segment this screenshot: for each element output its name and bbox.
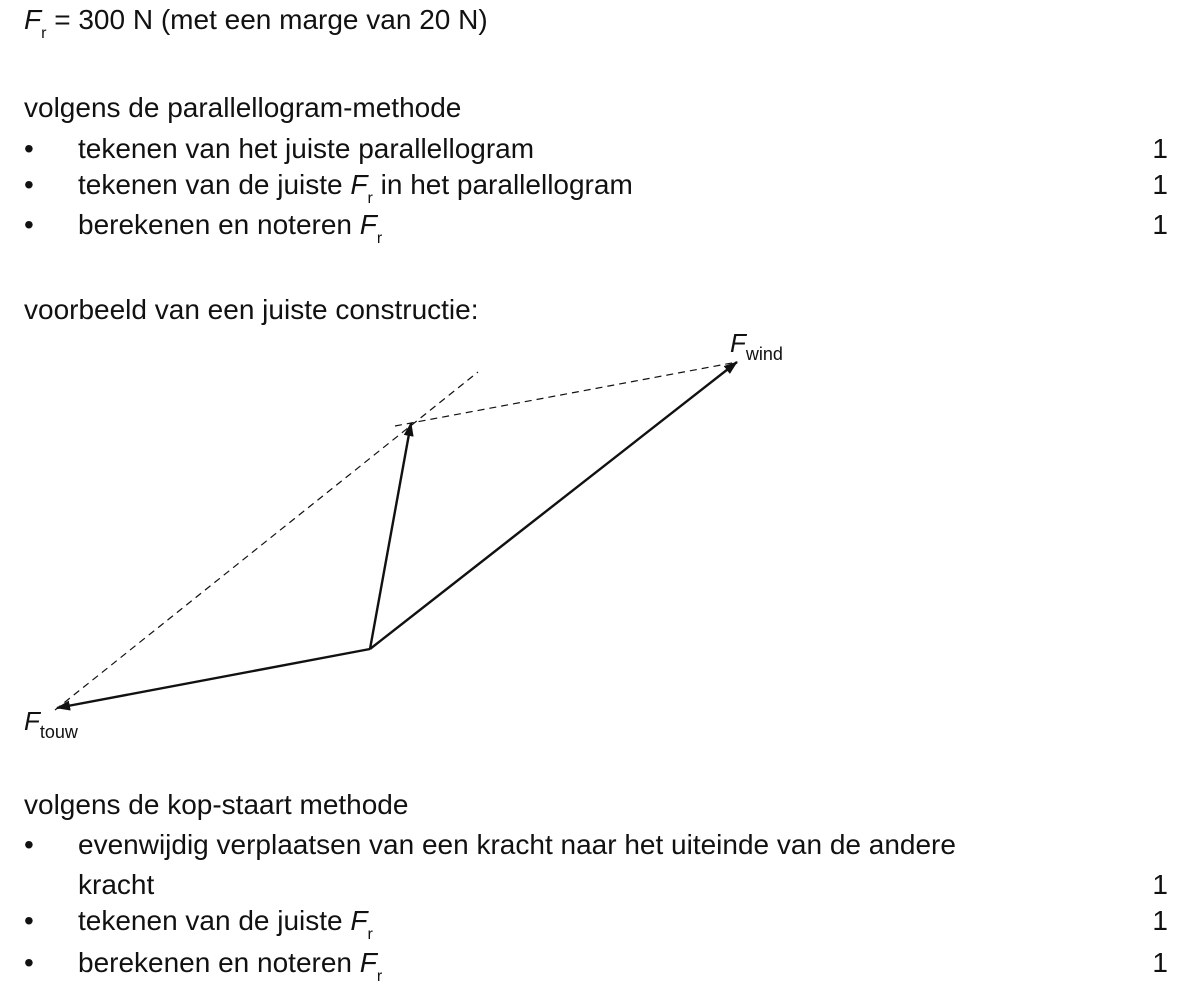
section2-item-2 (0, 904, 1180, 943)
section2-item-1 (0, 828, 1180, 862)
force-symbol: F (24, 4, 42, 35)
bullet: • (24, 133, 34, 164)
score: 1 (1152, 133, 1168, 164)
section1-item-1 (0, 132, 1180, 166)
section1-item-2 (0, 168, 1180, 207)
score: 1 (1152, 947, 1168, 978)
label-f-wind (730, 328, 783, 364)
item-text-pre: berekenen en noteren (78, 209, 360, 240)
score: 1 (1152, 905, 1168, 936)
vector-f-resultant (370, 423, 411, 649)
score: 1 (1152, 209, 1168, 240)
bullet: • (24, 169, 34, 200)
section1-heading: volgens de parallellogram-methode (24, 92, 462, 123)
score: 1 (1152, 169, 1168, 200)
force-subscript: r (376, 968, 383, 985)
bullet: • (24, 947, 34, 978)
item-text: tekenen van het juiste parallellogram (78, 133, 535, 164)
construction-line-touw-parallel (55, 372, 478, 710)
force-subscript: r (367, 190, 373, 207)
item-text: kracht (78, 869, 155, 900)
force-symbol: F (350, 169, 368, 200)
item-text-pre: tekenen van de juiste (78, 169, 351, 200)
force-subscript: r (41, 25, 47, 42)
force-symbol: F (730, 328, 746, 358)
force-symbol: F (350, 905, 368, 936)
score: 1 (1152, 869, 1168, 900)
example-heading: voorbeeld van een juiste constructie: (24, 294, 479, 325)
item-text (78, 208, 382, 247)
item-text (78, 946, 382, 985)
item-text: evenwijdig verplaatsen van een kracht naar het uiteinde van de andere (78, 829, 956, 860)
force-symbol: F (359, 947, 377, 978)
item-text (78, 168, 633, 207)
answer-text: = 300 N (met een marge van 20 N) (46, 4, 488, 35)
vector-f-touw (57, 649, 370, 708)
bullet: • (24, 905, 34, 936)
section2-item-3 (0, 946, 1180, 985)
construction-line-wind-parallel (395, 362, 737, 426)
vector-f-wind (370, 362, 737, 649)
force-diagram (0, 330, 1180, 750)
force-symbol: F (24, 706, 40, 736)
force-subscript: r (367, 926, 373, 943)
answer-line (24, 4, 488, 41)
section2-item-1-continued (0, 868, 1180, 902)
bullet: • (24, 829, 34, 860)
force-subscript: touw (39, 722, 78, 742)
bullet: • (24, 209, 34, 240)
section2-heading: volgens de kop-staart methode (24, 789, 409, 820)
force-subscript: r (376, 230, 383, 247)
force-subscript: wind (745, 344, 783, 364)
item-text-pre: berekenen en noteren (78, 947, 360, 978)
label-f-touw (24, 706, 78, 742)
item-text-pre: tekenen van de juiste (78, 905, 351, 936)
section1-item-3 (0, 208, 1180, 247)
item-text (78, 904, 373, 943)
item-text-post: in het parallellogram (372, 169, 633, 200)
force-symbol: F (359, 209, 377, 240)
